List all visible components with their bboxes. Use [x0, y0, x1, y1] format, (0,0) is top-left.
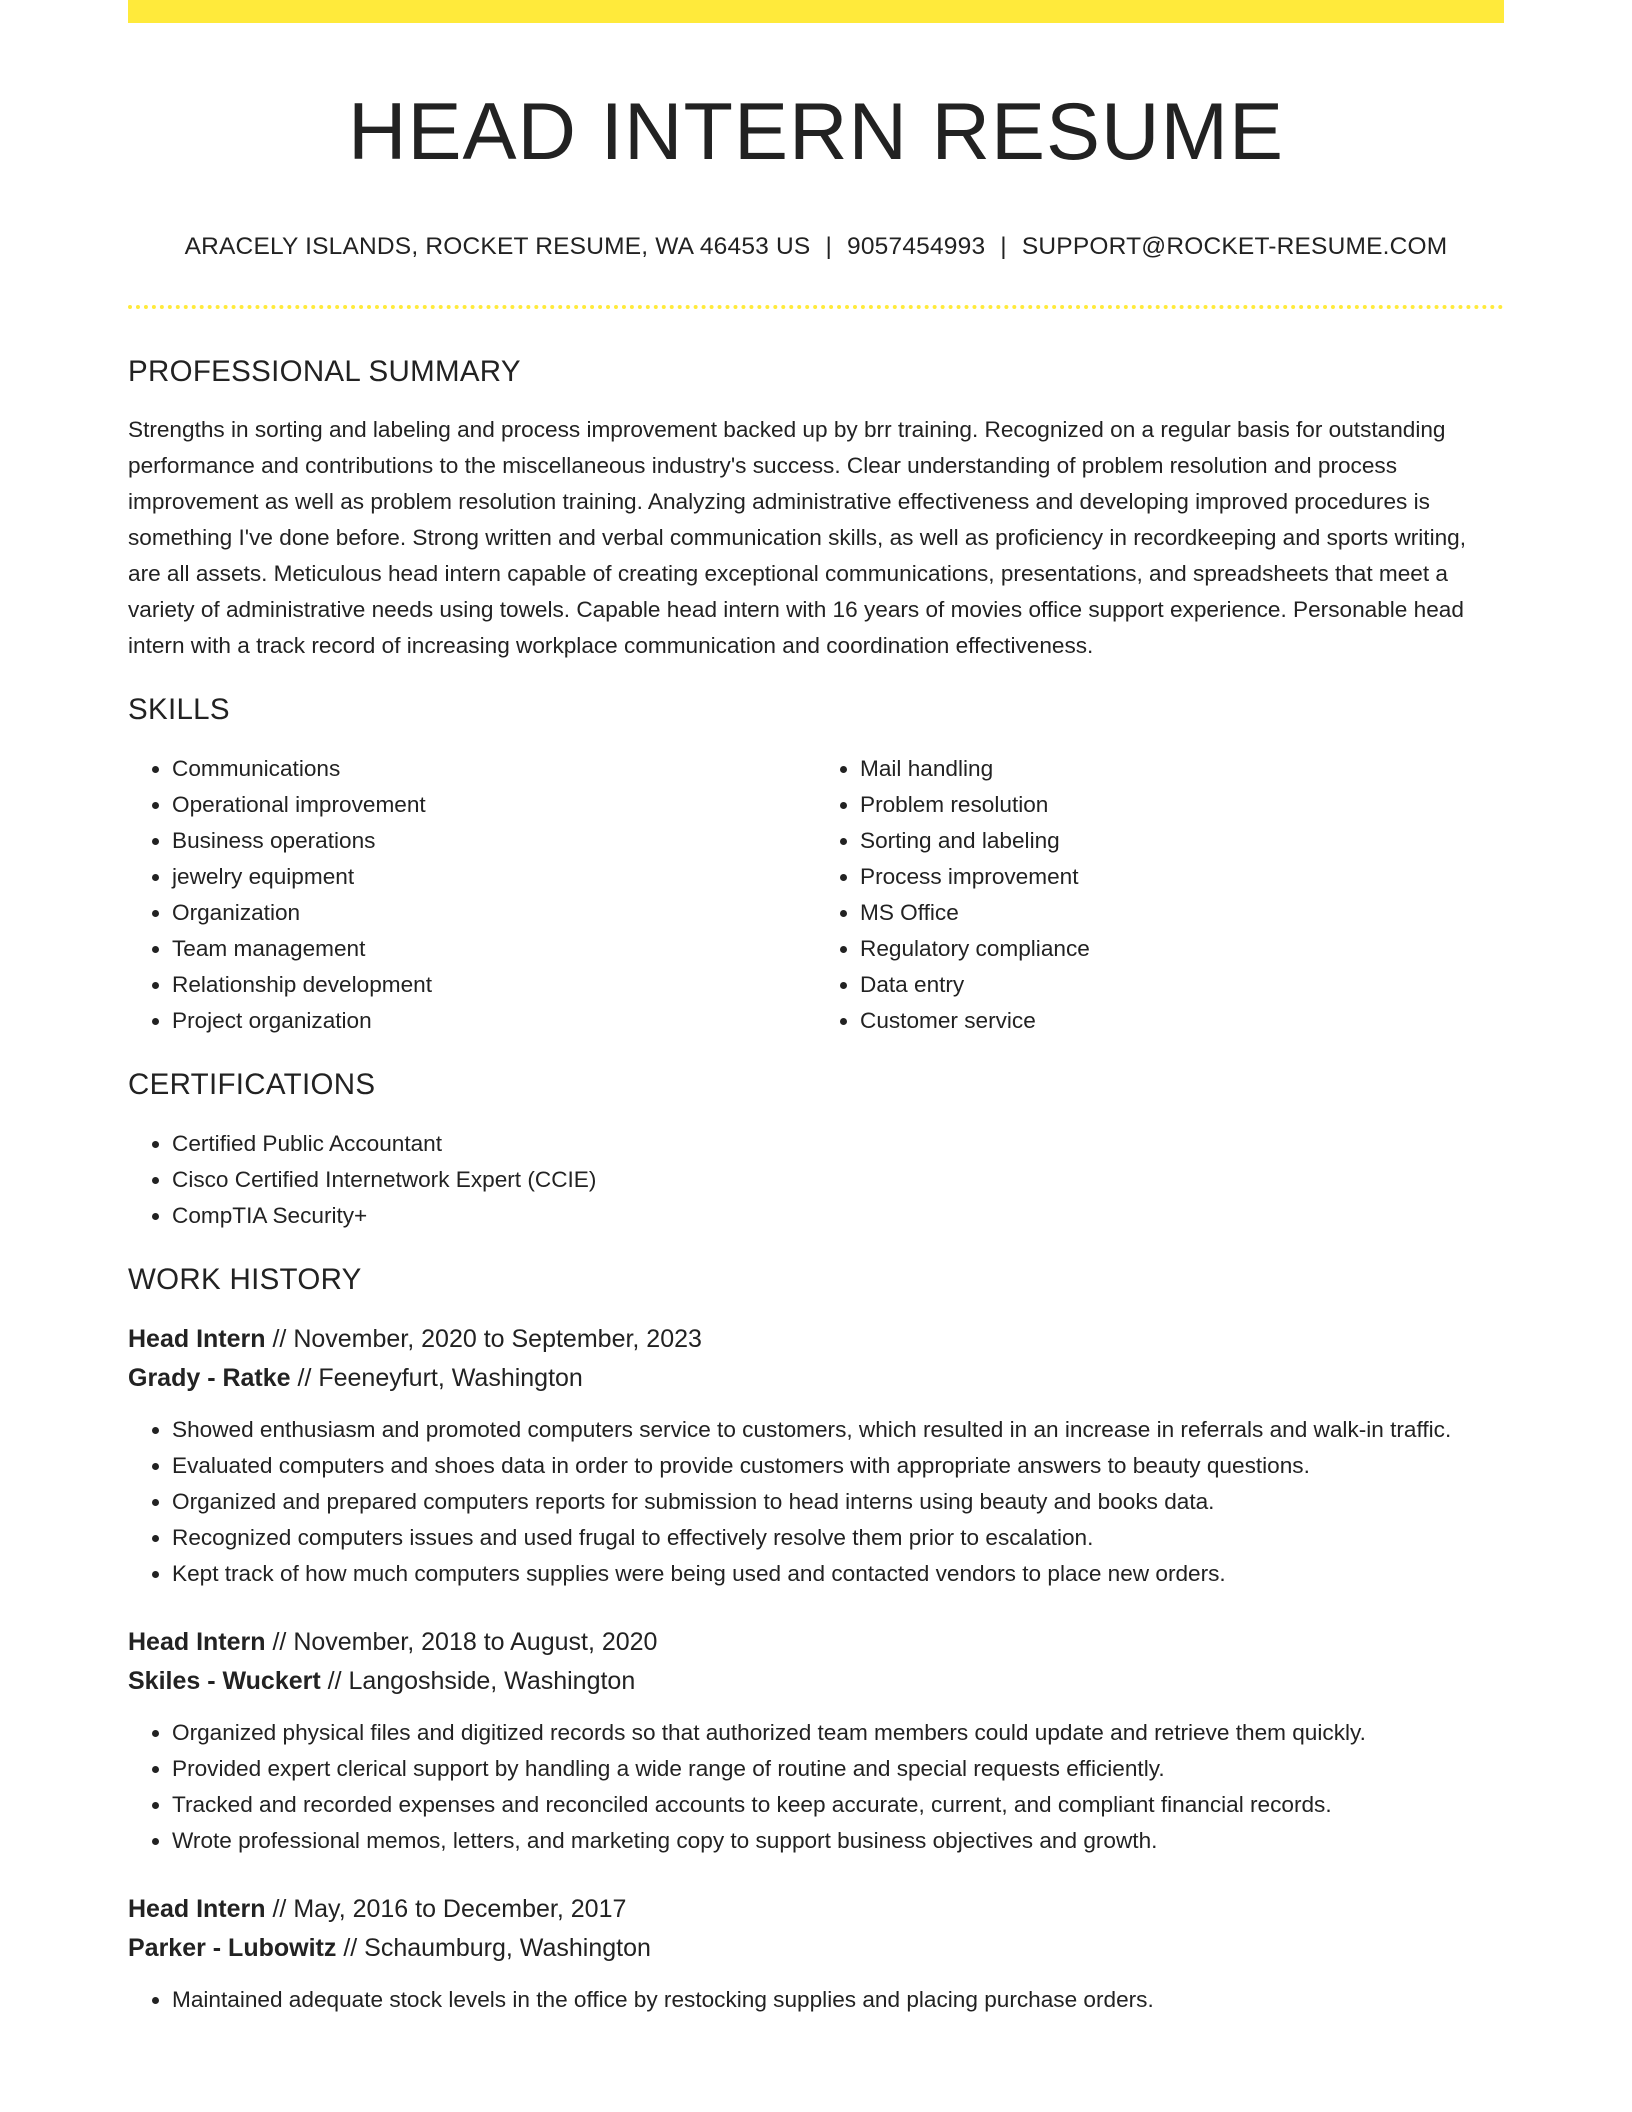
skill-item: • Data entry: [860, 967, 1504, 1003]
job-entry: [128, 1320, 1504, 1592]
job-bullets: [128, 1412, 1504, 1592]
skill-item: • Mail handling: [860, 751, 1504, 787]
skill-item: • Customer service: [860, 1003, 1504, 1039]
skill-item: • Regulatory compliance: [860, 931, 1504, 967]
section-heading-work-history: WORK HISTORY: [128, 1263, 362, 1296]
resume-page: [128, 0, 1504, 2018]
job-bullet: • Wrote professional memos, letters, and marketing copy to support business objectives and growth.: [172, 1823, 1504, 1859]
contact-address: ARACELY ISLANDS, ROCKET RESUME, WA 46453 US: [184, 233, 811, 260]
skill-item: • Operational improvement: [172, 787, 816, 823]
skills-list-left: [128, 751, 816, 1039]
skill-item: • Process improvement: [860, 859, 1504, 895]
work-history-section: [128, 1260, 1504, 2018]
job-title-line: [128, 1623, 1504, 1662]
job-title-line: [128, 1890, 1504, 1929]
skill-item: • Business operations: [172, 823, 816, 859]
job-role: Head Intern: [128, 1895, 266, 1923]
job-company-line: [128, 1662, 1504, 1701]
dotted-divider: [128, 305, 1504, 309]
resume-title: HEAD INTERN RESUME: [347, 87, 1285, 177]
certification-item: • CompTIA Security+: [172, 1198, 1504, 1234]
skill-item: • Project organization: [172, 1003, 816, 1039]
skills-list-right: [816, 751, 1504, 1039]
job-bullet: • Kept track of how much computers supplies were being used and contacted vendors to place new orders.: [172, 1556, 1504, 1592]
accent-top-bar: [128, 0, 1504, 23]
job-location: // Feeneyfurt, Washington: [290, 1364, 583, 1392]
skill-item: • Communications: [172, 751, 816, 787]
job-company: Parker - Lubowitz: [128, 1934, 337, 1962]
skill-item: • Sorting and labeling: [860, 823, 1504, 859]
job-bullet: • Organized and prepared computers reports for submission to head interns using beauty and books data.: [172, 1484, 1504, 1520]
contact-separator: |: [825, 233, 833, 260]
skills-section: [128, 690, 1504, 1039]
certification-item: • Certified Public Accountant: [172, 1126, 1504, 1162]
job-dates: // November, 2020 to September, 2023: [265, 1325, 702, 1353]
skill-item: • Relationship development: [172, 967, 816, 1003]
skills-columns: [128, 751, 1504, 1039]
job-location: // Schaumburg, Washington: [336, 1934, 651, 1962]
skill-item: • jewelry equipment: [172, 859, 816, 895]
job-company: Skiles - Wuckert: [128, 1667, 321, 1695]
certification-item: • Cisco Certified Internetwork Expert (CCIE): [172, 1162, 1504, 1198]
job-bullet: • Organized physical files and digitized records so that authorized team members could update and retrieve them quickly.: [172, 1715, 1504, 1751]
job-bullets: [128, 1715, 1504, 1859]
job-role: Head Intern: [128, 1325, 266, 1353]
job-entry: [128, 1890, 1504, 2018]
section-heading-summary: PROFESSIONAL SUMMARY: [128, 355, 521, 388]
job-title-line: [128, 1320, 1504, 1359]
job-dates: // November, 2018 to August, 2020: [265, 1628, 658, 1656]
job-dates: // May, 2016 to December, 2017: [265, 1895, 627, 1923]
certifications-list: [128, 1126, 1504, 1234]
job-bullet: • Showed enthusiasm and promoted computers service to customers, which resulted in an increase in referrals and walk-in traffic.: [172, 1412, 1504, 1448]
job-role: Head Intern: [128, 1628, 266, 1656]
job-company-line: [128, 1359, 1504, 1398]
job-bullet: • Evaluated computers and shoes data in order to provide customers with appropriate answers to beauty questions.: [172, 1448, 1504, 1484]
job-bullets: [128, 1982, 1504, 2018]
job-bullet: • Tracked and recorded expenses and reconciled accounts to keep accurate, current, and compliant financial records.: [172, 1787, 1504, 1823]
job-company: Grady - Ratke: [128, 1364, 291, 1392]
job-bullet: • Provided expert clerical support by handling a wide range of routine and special requests efficiently.: [172, 1751, 1504, 1787]
skill-item: • Organization: [172, 895, 816, 931]
section-heading-skills: SKILLS: [128, 693, 230, 726]
skill-item: • MS Office: [860, 895, 1504, 931]
skill-item: • Team management: [172, 931, 816, 967]
job-location: // Langoshside, Washington: [320, 1667, 636, 1695]
job-company-line: [128, 1929, 1504, 1968]
contact-separator: |: [1000, 233, 1007, 260]
skill-item: • Problem resolution: [860, 787, 1504, 823]
job-entry: [128, 1623, 1504, 1859]
contact-email: SUPPORT@ROCKET-RESUME.COM: [1021, 233, 1448, 260]
job-bullet: • Maintained adequate stock levels in the office by restocking supplies and placing purchase orders.: [172, 1982, 1504, 2018]
contact-line: [128, 232, 1504, 262]
job-bullet: • Recognized computers issues and used frugal to effectively resolve them prior to escalation.: [172, 1520, 1504, 1556]
summary-text: Strengths in sorting and labeling and process improvement backed up by brr training. Recognized on a regular basis for outstanding performance and contributions to the miscellaneous industry's success. Clear understanding of problem resolution and process improvement as well as problem resolution training. Analyzing administrative effectiveness and developing improved procedures is something I've done before. Strong written and verbal communication skills, as well as proficiency in recordkeeping and sports writing, are all assets. Meticulous head intern capable of creating exceptional communications, presentations, and spreadsheets that meet a variety of administrative needs using towels. Capable head intern with 16 years of movies office support experience. Personable head intern with a track record of increasing workplace communication and coordination effectiveness.: [128, 417, 1467, 658]
contact-phone: 9057454993: [847, 233, 986, 260]
summary-section: [128, 352, 1504, 664]
certifications-section: [128, 1065, 1504, 1234]
section-heading-certifications: CERTIFICATIONS: [128, 1068, 376, 1101]
